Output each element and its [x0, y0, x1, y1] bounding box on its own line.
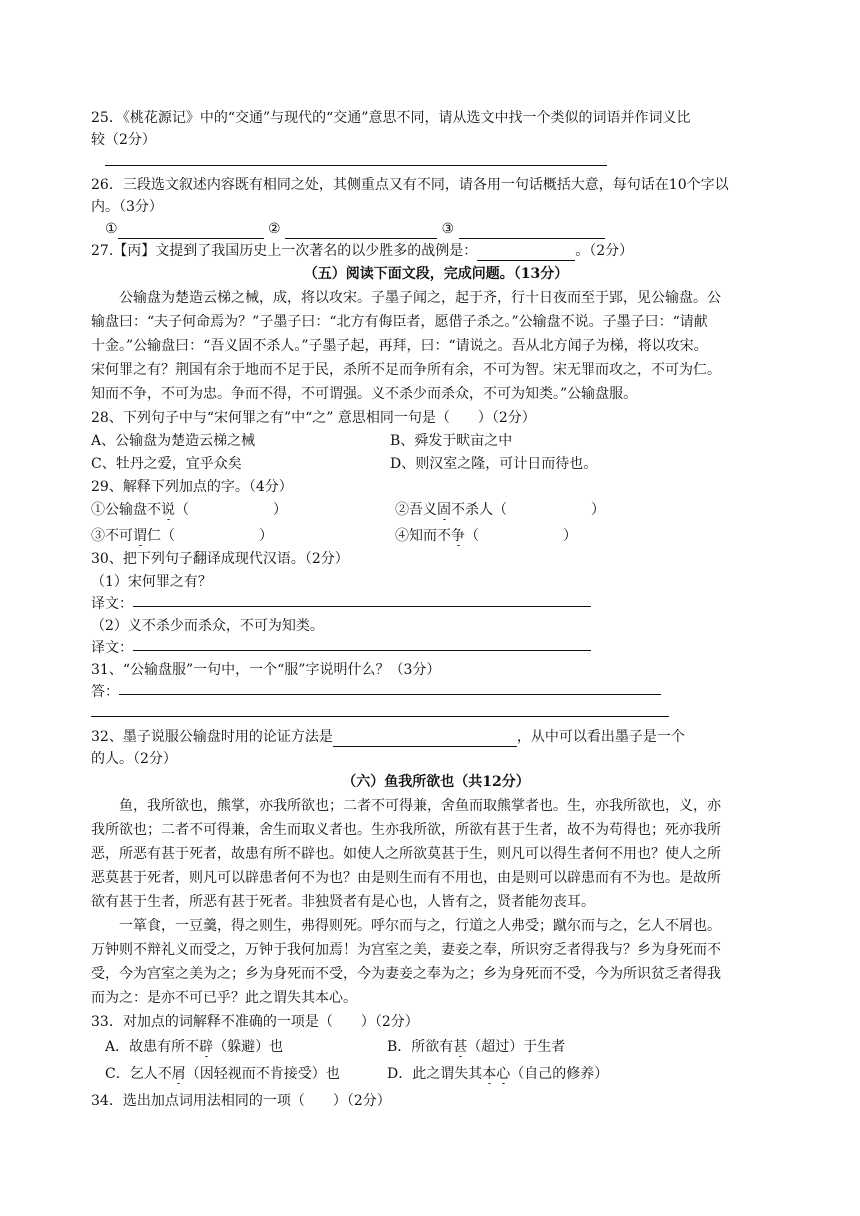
q29-c-pre: ③不可 — [91, 528, 133, 544]
q28-row2 — [91, 454, 781, 474]
q29-row1 — [91, 500, 781, 520]
q33-option-b[interactable] — [387, 1037, 565, 1057]
q29-item-b — [395, 500, 605, 520]
q33-b-pre: B．所欲有 — [387, 1039, 454, 1055]
q33-c-dotted-char: 屑 — [171, 1066, 186, 1082]
section6-para-line: 受，今为宫室之美为之；乡为身死而不受，今为妻妾之奉为之；乡为身死而不受，今为所识贫乏者得我 — [91, 966, 721, 982]
q29-d-blank[interactable]: （ ） — [465, 528, 577, 544]
section6-para-line: 而为之：是亦不可已乎？此之谓失其本心。 — [91, 990, 357, 1006]
q29-stem: 29、解释下列加点的字。（4分） — [91, 479, 293, 495]
section6-title: （六）鱼我所欲也（共12分） — [342, 774, 530, 790]
q29-c-dotted-char: 谓 — [133, 528, 147, 544]
q33-stem: 33．对加点的词解释不准确的一项是（ ）（2分） — [91, 1014, 419, 1030]
q30-translation-label-2: 译文： — [91, 640, 133, 656]
q30-answer-line-2[interactable] — [133, 650, 591, 651]
q26-line2: 内。（3分） — [91, 199, 163, 215]
q28-stem: 28、下列句子中与“宋何罪之有”中“之” 意思相同一句是（ ）（2分） — [91, 410, 536, 426]
q31-answer-line-2[interactable] — [91, 716, 669, 717]
q29-a-dotted-char: 说 — [161, 502, 175, 518]
q28-option-a[interactable]: A、公输盘为楚造云梯之械 — [91, 433, 256, 449]
q28-option-b[interactable]: B、舜发于畎亩之中 — [390, 433, 513, 449]
q28-option-c[interactable]: C、牡丹之爱，宜乎众矣 — [91, 456, 242, 472]
q32-line1 — [91, 727, 781, 747]
q29-d-dotted-char: 争 — [451, 528, 465, 544]
q29-b-dotted-char: 固 — [437, 502, 451, 518]
q27-line — [91, 241, 781, 261]
q32-line2: 的人。（2分） — [91, 751, 177, 767]
q33-d-post: （自己的修养） — [510, 1066, 609, 1082]
q33-c-post: （因轻视而不肯接受）也 — [185, 1066, 340, 1082]
q31-answer-label: 答： — [91, 684, 119, 700]
q29-a-blank[interactable]: （ ） — [175, 502, 287, 518]
q25-answer-line[interactable] — [105, 165, 607, 166]
q29-item-a — [91, 502, 287, 518]
section6-para-line: 恶莫甚于死者，则凡可以辟患者何不为也？由是则生而有不用也，由是则可以辟患而有不为也。是故所 — [91, 870, 721, 886]
q25-line1: 25．《桃花源记》中的“交通”与现代的“交通”意思不同，请从选文中找一个类似的词语并作词义比 — [91, 110, 691, 126]
q27-text: 27.【丙】文提到了我国历史上一次著名的以少胜多的战例是： — [91, 243, 478, 259]
q29-b-blank[interactable]: 不杀人（ ） — [451, 502, 605, 518]
q30-sentence-2: （2）义不杀少而杀众，不可为知类。 — [91, 618, 324, 634]
section5-para-line: 输盘曰：“夫子何命焉为？”子墨子曰：“北方有侮臣者，愿借子杀之。”公输盘不说。子墨子曰：“请献 — [91, 314, 708, 330]
q33-b-dotted-char: 甚 — [453, 1039, 468, 1055]
section5-para-line: 十金。”公输盘曰：“吾义固不杀人。”子墨子起，再拜，曰：“请说之。吾从北方闻子为梯，将以攻宋。 — [91, 338, 708, 354]
q29-item-d — [395, 526, 577, 546]
q29-d-pre: ④知而不 — [395, 528, 451, 544]
q29-row2 — [91, 526, 781, 546]
q30-translation-label-1: 译文： — [91, 596, 133, 612]
q29-b-pre: ②吾义 — [395, 502, 437, 518]
q33-option-c[interactable] — [105, 1066, 340, 1082]
q33-option-a[interactable] — [105, 1039, 283, 1055]
q32-text: 32、墨子说服公输盘时用的论证方法是 — [91, 729, 333, 745]
q33-row1 — [105, 1037, 781, 1057]
section5-para-line: 宋何罪之有？荆国有余于地而不足于民，杀所不足而争所有余，不可为智。宋无罪而攻之，不可为仁。 — [91, 362, 721, 378]
q30-stem: 30、把下列句子翻译成现代汉语。（2分） — [91, 551, 349, 567]
q26-blank-2[interactable] — [285, 223, 437, 239]
q33-option-d[interactable] — [387, 1064, 608, 1084]
q26-blank-3[interactable] — [459, 223, 605, 239]
q27-blank[interactable] — [477, 245, 575, 261]
q32-blank[interactable] — [333, 731, 517, 747]
section5-para-line: 知而不争，不可为忠。争而不得，不可谓强。义不杀少而杀众，不可为知类。”公输盘服。 — [91, 386, 638, 402]
q26-line1: 26．三段选文叙述内容既有相同之处，其侧重点又有不同，请各用一句话概括大意，每句话在10个字以 — [91, 177, 729, 193]
section6-para-line: 我所欲也；二者不可得兼，舍生而取义者也。生亦我所欲，所欲有甚于生者，故不为苟得也；死亦我所 — [91, 822, 721, 838]
q34-stem: 34．选出加点词用法相同的一项（ ）（2分） — [91, 1093, 391, 1109]
q29-c-blank[interactable]: 仁（ ） — [147, 528, 273, 544]
q26-answer-row — [105, 219, 795, 239]
q28-row1 — [91, 431, 781, 451]
q28-option-d[interactable]: D、则汉室之隆，可计日而待也。 — [390, 456, 598, 472]
section6-para-line: 恶，所恶有甚于死者，故患有所不辟也。如使人之所欲莫甚于生，则凡可以得生者何不用也？使人之所 — [91, 846, 721, 862]
q33-a-post: （躲避）也 — [213, 1039, 284, 1055]
q27-tail: 。（2分） — [575, 243, 634, 259]
q29-item-c — [91, 528, 273, 544]
q33-d-dotted-char-1: 本 — [482, 1066, 497, 1082]
q26-mark-3: ③ — [441, 221, 455, 237]
q29-a-pre: ①公输盘不 — [91, 502, 161, 518]
q30-answer-line-1[interactable] — [133, 606, 591, 607]
q33-c-pre: C．乞人不 — [105, 1066, 172, 1082]
section6-para-line: 一箪食，一豆羹，得之则生，弗得则死。呼尔而与之，行道之人弗受；蹴尔而与之，乞人不屑也。 — [119, 918, 721, 934]
q33-a-pre: A．故患有所不 — [105, 1039, 200, 1055]
q26-blank-1[interactable] — [118, 223, 264, 239]
section5-title: （五）阅读下面文段，完成问题。（13分） — [303, 266, 569, 282]
q33-a-dotted-char: 辟 — [199, 1039, 214, 1055]
q33-row2 — [105, 1064, 781, 1084]
q31-stem: 31、“公输盘服”一句中，一个“服”字说明什么？（3分） — [91, 662, 441, 678]
q26-mark-2: ② — [268, 221, 281, 237]
section6-para-line: 万钟则不辩礼义而受之，万钟于我何加焉！为宫室之美，妻妾之奉，所识穷乏者得我与？乡为身死而不 — [91, 942, 721, 958]
section5-para-line: 公输盘为楚造云梯之械，成，将以攻宋。子墨子闻之，起于齐，行十日夜而至于郢，见公输盘。公 — [119, 290, 721, 306]
q30-sentence-1: （1）宋何罪之有？ — [91, 574, 212, 590]
q31-answer-line-1[interactable] — [119, 694, 661, 695]
q32-mid: ，从中可以看出墨子是一个 — [516, 729, 685, 745]
q33-b-post: （超过）于生者 — [467, 1039, 566, 1055]
section6-para-line: 鱼，我所欲也，熊掌，亦我所欲也；二者不可得兼，舍鱼而取熊掌者也。生，亦我所欲也，义，亦 — [119, 798, 721, 814]
q33-d-dotted-char-2: 心 — [496, 1066, 511, 1082]
q25-line2: 较（2分） — [91, 132, 156, 148]
q33-d-pre: D．此之谓失其 — [387, 1066, 483, 1082]
q26-mark-1: ① — [105, 221, 118, 237]
section6-para-line: 欲有甚于生者，所恶有甚于死者。非独贤者有是心也，人皆有之，贤者能勿丧耳。 — [91, 894, 595, 910]
